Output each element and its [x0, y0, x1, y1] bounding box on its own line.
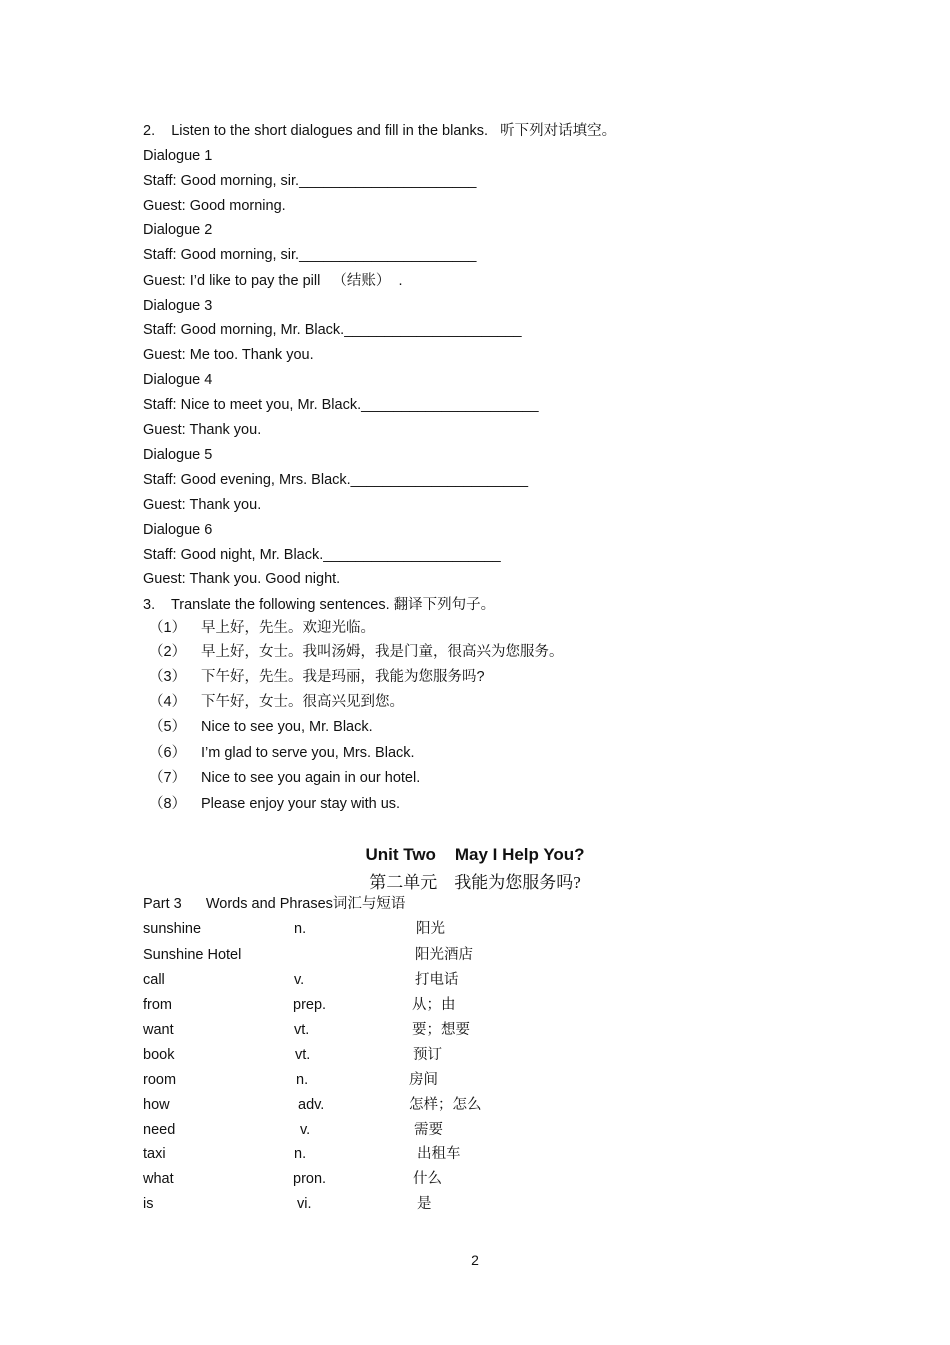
dialogue-line: Dialogue 2 — [143, 222, 213, 238]
item-number: （7） — [149, 770, 187, 786]
item-number: （5） — [149, 719, 187, 735]
dialogue-line: Guest: Thank you. — [143, 497, 262, 513]
vocab-cn: 要；想要 — [412, 1022, 470, 1038]
translation-sentence: 早上好，女士。我叫汤姆，我是门童，很高兴为您服务。 — [201, 644, 564, 660]
vocab-word: from — [143, 997, 172, 1013]
vocab-cn: 阳光酒店 — [415, 947, 473, 963]
dialogue-line: Guest: I’d like to pay the pill （结账） . — [143, 273, 403, 289]
vocab-pos: adv. — [298, 1097, 325, 1113]
page-number: 2 — [471, 1252, 479, 1268]
dialogue-line: Staff: Good evening, Mrs. Black.______________________ — [143, 472, 529, 488]
item-number: （2） — [149, 644, 187, 660]
vocab-cn: 是 — [417, 1196, 432, 1212]
vocab-cn: 从；由 — [412, 997, 456, 1013]
translation-sentence: Nice to see you again in our hotel. — [201, 770, 421, 786]
translation-sentence: Please enjoy your stay with us. — [201, 796, 401, 812]
item-number: （8） — [149, 796, 187, 812]
vocab-word: book — [143, 1047, 175, 1063]
vocab-pos: n. — [296, 1072, 309, 1088]
dialogue-line: Staff: Nice to meet you, Mr. Black.______________________ — [143, 397, 539, 413]
translation-sentence: I’m glad to serve you, Mrs. Black. — [201, 745, 415, 761]
vocab-word: room — [143, 1072, 177, 1088]
vocab-word: want — [143, 1022, 174, 1038]
vocab-pos: prep. — [293, 997, 327, 1013]
item-number: （1） — [149, 620, 187, 636]
vocab-word: sunshine — [143, 921, 202, 937]
vocab-word: is — [143, 1196, 154, 1212]
unit-title: Unit Two May I Help You? — [365, 845, 585, 864]
dialogue-line: Guest: Good morning. — [143, 198, 286, 214]
dialogue-line: Dialogue 1 — [143, 148, 213, 164]
vocab-word: how — [143, 1097, 170, 1113]
item-number: （3） — [149, 669, 187, 685]
dialogue-line: Staff: Good morning, sir.______________________ — [143, 247, 477, 263]
vocab-cn: 打电话 — [415, 972, 459, 988]
dialogue-line: Dialogue 6 — [143, 522, 213, 538]
dialogue-line: Dialogue 3 — [143, 298, 213, 314]
item-number: （4） — [149, 694, 187, 710]
dialogue-line: Staff: Good night, Mr. Black.______________________ — [143, 547, 501, 563]
vocab-pos: v. — [300, 1122, 311, 1138]
vocab-word: call — [143, 972, 165, 988]
translation-sentence: 下午好，先生。我是玛丽，我能为您服务吗? — [201, 669, 485, 685]
vocab-pos: n. — [294, 921, 307, 937]
section2-heading: 2. Listen to the short dialogues and fill in the blanks. 听下列对话填空。 — [143, 123, 617, 139]
vocab-cn: 需要 — [414, 1122, 443, 1138]
item-number: （6） — [149, 745, 187, 761]
vocab-cn: 出租车 — [417, 1146, 461, 1162]
dialogue-line: Staff: Good morning, Mr. Black.______________________ — [143, 322, 522, 338]
unit-subtitle: 第二单元 我能为您服务吗? — [369, 873, 581, 892]
vocab-word: need — [143, 1122, 176, 1138]
dialogue-line: Guest: Thank you. Good night. — [143, 571, 341, 587]
vocab-pos: vt. — [294, 1022, 310, 1038]
part3-heading: Part 3 Words and Phrases词汇与短语 — [143, 896, 406, 912]
dialogue-line: Dialogue 4 — [143, 372, 213, 388]
vocab-cn: 什么 — [413, 1171, 442, 1187]
vocab-pos: n. — [294, 1146, 307, 1162]
vocab-word: taxi — [143, 1146, 166, 1162]
vocab-pos: v. — [294, 972, 305, 988]
vocab-pos: vi. — [297, 1196, 312, 1212]
dialogue-line: Dialogue 5 — [143, 447, 213, 463]
dialogue-line: Guest: Thank you. — [143, 422, 262, 438]
vocab-word: Sunshine Hotel — [143, 947, 242, 963]
vocab-cn: 房间 — [409, 1072, 438, 1088]
section3-heading: 3. Translate the following sentences. 翻译下列句子。 — [143, 597, 496, 613]
translation-sentence: 下午好，女士。很高兴见到您。 — [201, 694, 404, 710]
vocab-cn: 怎样；怎么 — [409, 1097, 482, 1113]
translation-sentence: 早上好，先生。欢迎光临。 — [201, 620, 375, 636]
vocab-cn: 预订 — [413, 1047, 442, 1063]
dialogue-line: Guest: Me too. Thank you. — [143, 347, 314, 363]
vocab-pos: vt. — [295, 1047, 311, 1063]
translation-sentence: Nice to see you, Mr. Black. — [201, 719, 373, 735]
vocab-pos: pron. — [293, 1171, 327, 1187]
vocab-cn: 阳光 — [416, 921, 445, 937]
dialogue-line: Staff: Good morning, sir.______________________ — [143, 173, 477, 189]
vocab-word: what — [143, 1171, 174, 1187]
